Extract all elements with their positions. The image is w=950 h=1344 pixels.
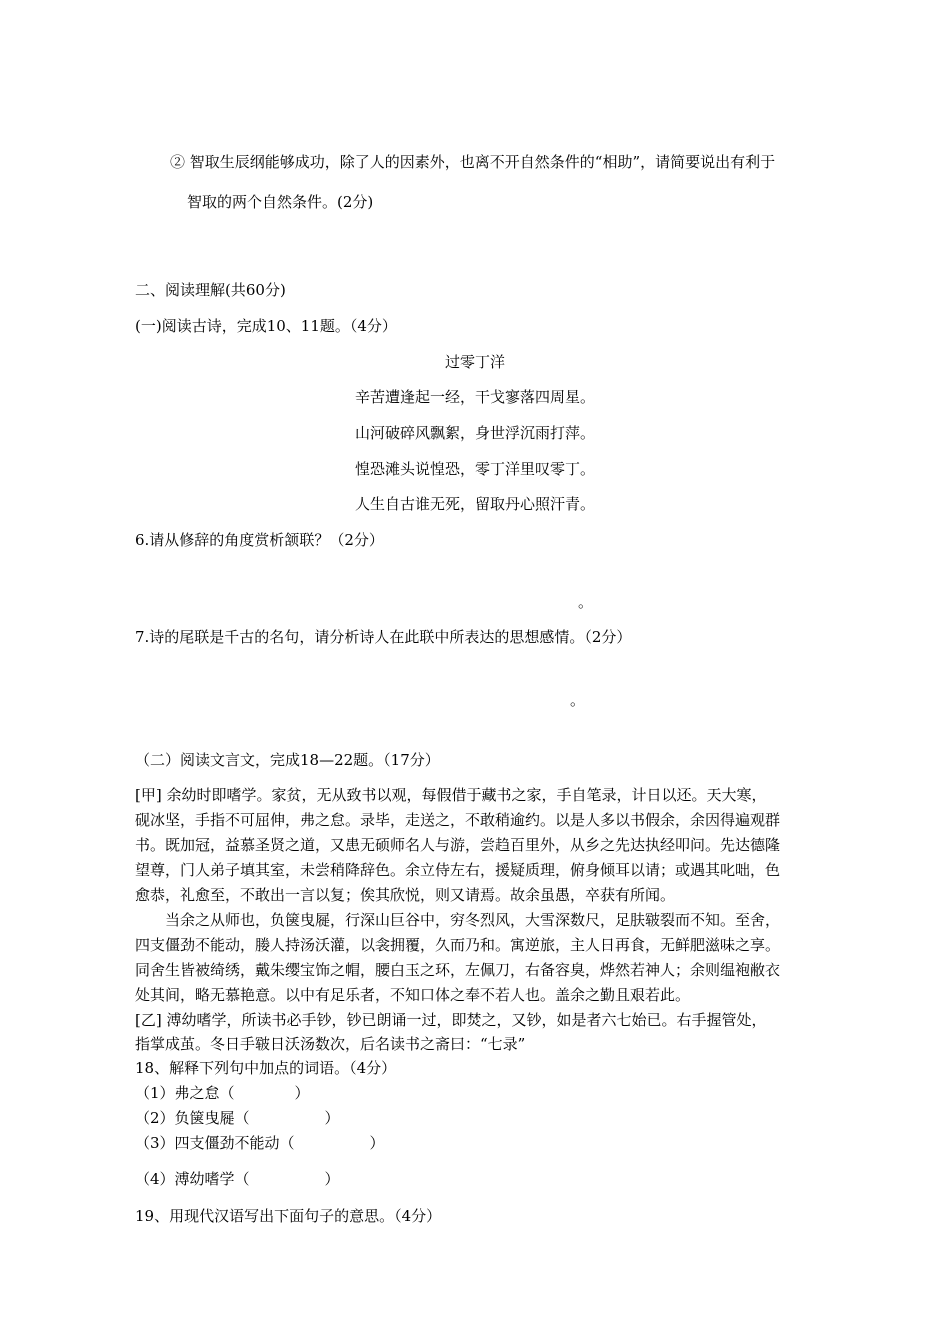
question-2-line1: ② 智取生辰纲能够成功，除了人的因素外，也离不开自然条件的“相助”，请简要说出有利于: [170, 153, 776, 171]
question-18: 18、解释下列句中加点的词语。（4分）: [135, 1059, 397, 1077]
passage-line: [乙] 溥幼嗜学，所读书必手钞，钞已朗诵一过，即焚之，又钞，如是者六七始已。右手握管处，: [135, 1011, 767, 1029]
poem-line: 山河破碎风飘絮，身世浮沉雨打萍。: [354, 424, 595, 442]
poem-line: 人生自古谁无死，留取丹心照汗青。: [354, 495, 595, 513]
passage-line: 当余之从师也，负箧曳屣，行深山巨谷中，穷冬烈风，大雪深数尺，足肤皲裂而不知。至舍，: [135, 911, 781, 929]
section-heading: 二、阅读理解(共60分): [135, 281, 286, 299]
question-2-line2: 智取的两个自然条件。(2分): [187, 193, 374, 211]
passage-line: 书。既加冠，益慕圣贤之道，又患无硕师名人与游，尝趋百里外，从乡之先达执经叩问。先达德隆: [135, 836, 781, 854]
question-7: 7.诗的尾联是千古的名句，请分析诗人在此联中所表达的思想感情。（2分）: [135, 628, 632, 646]
poem-line: 惶恐滩头说惶恐，零丁洋里叹零丁。: [354, 460, 595, 478]
poem-title: 过零丁洋: [444, 353, 505, 371]
passage-line: 望尊，门人弟子填其室，未尝稍降辞色。余立侍左右，援疑质理，俯身倾耳以请；或遇其叱咄，色: [135, 861, 781, 879]
passage-line: 四支僵劲不能动，媵人持汤沃灌，以衾拥覆，久而乃和。寓逆旅，主人日再食，无鲜肥滋味之享。: [135, 936, 781, 954]
answer-line-end: 。: [578, 593, 594, 611]
question-18-item: （3）四支僵劲不能动（ ）: [135, 1134, 385, 1152]
question-19: 19、用现代汉语写出下面句子的意思。（4分）: [135, 1207, 442, 1225]
passage-line: 砚冰坚，手指不可屈伸，弗之怠。录毕，走送之，不敢稍逾约。以是人多以书假余，余因得遍观群: [135, 811, 781, 829]
passage-line: 指掌成茧。冬日手皲日沃汤数次，后名读书之斋曰：“七录”: [135, 1035, 526, 1053]
poem-line: 辛苦遭逢起一经，干戈寥落四周星。: [354, 388, 595, 406]
passage-line: 同舍生皆被绮绣，戴朱缨宝饰之帽，腰白玉之环，左佩刀，右备容臭，烨然若神人；余则缊袍敝衣: [135, 961, 781, 979]
classical-section-intro: （二）阅读文言文，完成18—22题。（17分）: [135, 751, 440, 769]
question-18-item: （1）弗之怠（ ）: [135, 1084, 310, 1102]
passage-line: 愈恭，礼愈至，不敢出一言以复；俟其欣悦，则又请焉。故余虽愚，卒获有所闻。: [135, 886, 676, 904]
question-18-item: （2）负箧曳屣（ ）: [135, 1109, 340, 1127]
poem-section-intro: (一)阅读古诗，完成10、11题。（4分）: [135, 317, 397, 335]
question-18-item: （4）溥幼嗜学（ ）: [135, 1170, 340, 1188]
answer-line-end: 。: [570, 691, 586, 709]
passage-line: [甲] 余幼时即嗜学。家贫，无从致书以观，每假借于藏书之家，手自笔录，计日以还。天大寒，: [135, 786, 767, 804]
question-6: 6.请从修辞的角度赏析颔联？（2分）: [135, 531, 384, 549]
passage-line: 处其间，略无慕艳意。以中有足乐者，不知口体之奉不若人也。盖余之勤且艰若此。: [135, 986, 691, 1004]
